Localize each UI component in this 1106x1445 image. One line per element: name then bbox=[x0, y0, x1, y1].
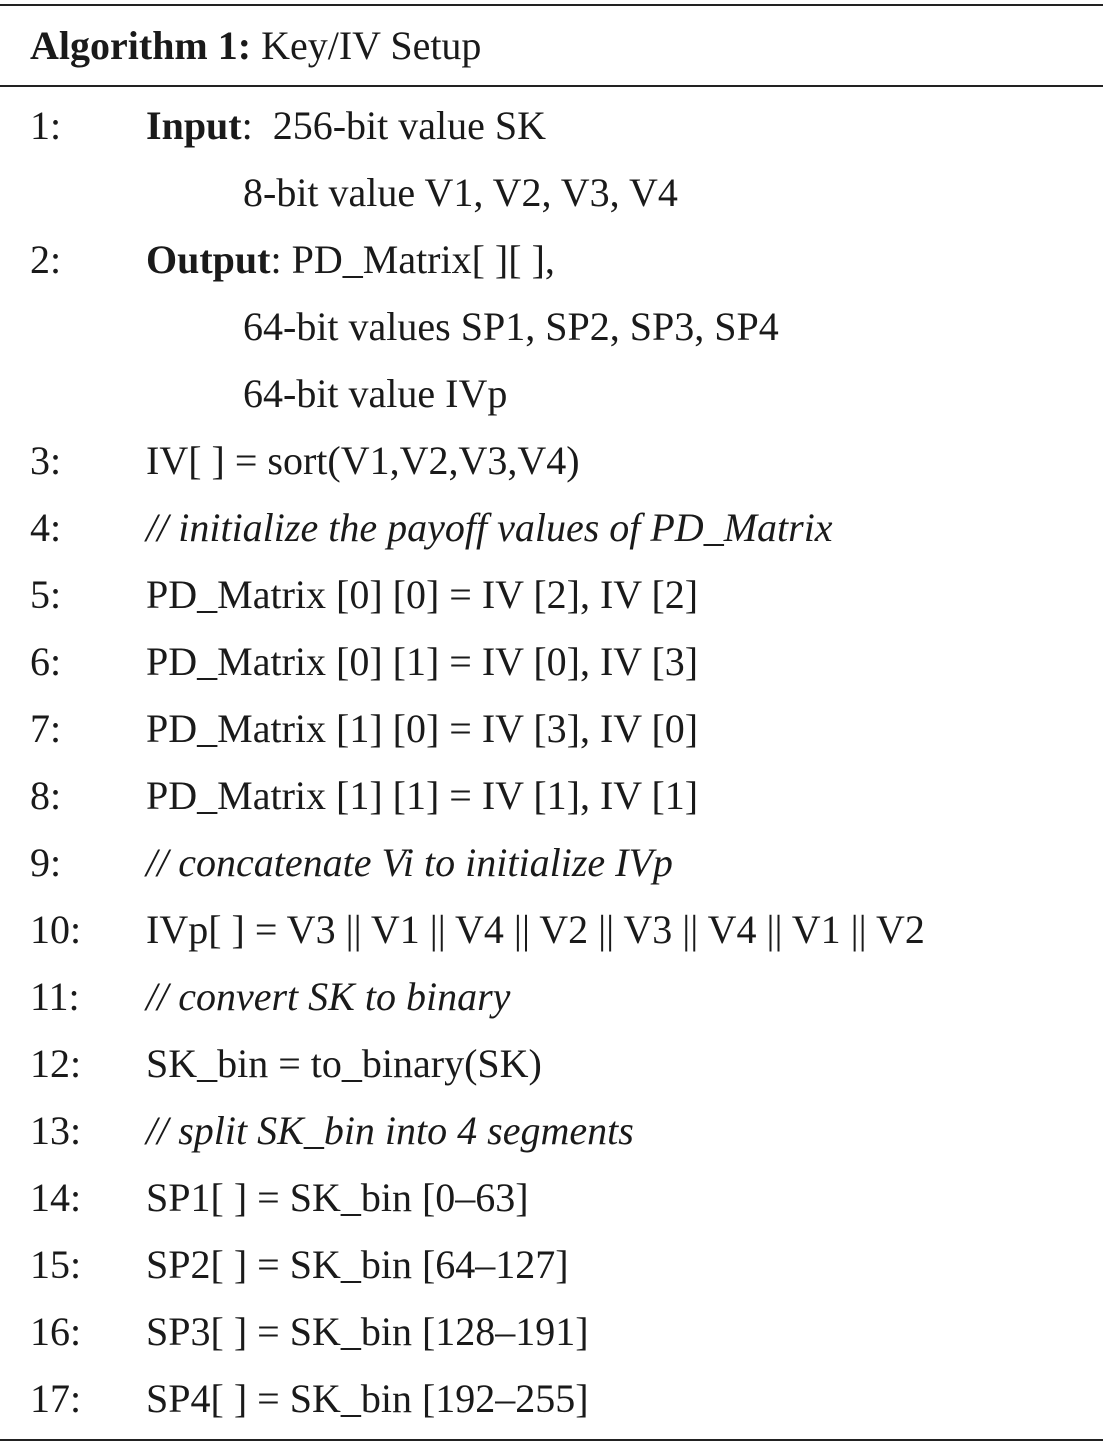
code-line bbox=[0, 695, 1106, 762]
code-text bbox=[146, 92, 546, 159]
line-number: 10: bbox=[30, 907, 82, 952]
code-line bbox=[0, 427, 1106, 494]
code-text: 64-bit values SP1, SP2, SP3, SP4 bbox=[243, 304, 779, 349]
code-line bbox=[0, 829, 1106, 896]
bottom-rule bbox=[0, 1439, 1103, 1441]
code-line-continuation bbox=[0, 293, 1106, 360]
code-line-continuation bbox=[0, 360, 1106, 427]
line-number: 11: bbox=[30, 974, 80, 1019]
line-number: 14: bbox=[30, 1175, 82, 1220]
line-number: 13: bbox=[30, 1108, 82, 1153]
code-text: IV[ ] = sort(V1,V2,V3,V4) bbox=[146, 438, 580, 483]
code-text: SP4[ ] = SK_bin [192–255] bbox=[146, 1376, 589, 1421]
line-number: 1: bbox=[30, 103, 62, 148]
code-line bbox=[0, 1030, 1106, 1097]
line-number: 17: bbox=[30, 1376, 82, 1421]
line-number: 16: bbox=[30, 1309, 82, 1354]
output-keyword: Output bbox=[146, 237, 271, 282]
code-text: SP3[ ] = SK_bin [128–191] bbox=[146, 1309, 589, 1354]
code-line bbox=[0, 762, 1106, 829]
input-keyword: Input bbox=[146, 103, 242, 148]
line-number: 3: bbox=[30, 438, 62, 483]
header-rule bbox=[0, 85, 1103, 87]
comment-text: // concatenate Vi to initialize IVp bbox=[146, 840, 673, 885]
line-number: 15: bbox=[30, 1242, 82, 1287]
line-number: 4: bbox=[30, 505, 62, 550]
code-line bbox=[0, 963, 1106, 1030]
comment-text: // initialize the payoff values of PD_Matrix bbox=[146, 505, 833, 550]
code-line bbox=[0, 1231, 1106, 1298]
code-text: SP1[ ] = SK_bin [0–63] bbox=[146, 1175, 529, 1220]
code-text: PD_Matrix [0] [1] = IV [0], IV [3] bbox=[146, 639, 699, 684]
code-text: SP2[ ] = SK_bin [64–127] bbox=[146, 1242, 569, 1287]
algorithm-label: Algorithm 1: bbox=[30, 23, 252, 68]
code-line bbox=[0, 92, 1106, 159]
code-line-continuation bbox=[0, 159, 1106, 226]
code-text: PD_Matrix [1] [0] = IV [3], IV [0] bbox=[146, 706, 699, 751]
code-line bbox=[0, 628, 1106, 695]
line-number: 8: bbox=[30, 773, 62, 818]
line-number: 7: bbox=[30, 706, 62, 751]
line-number: 6: bbox=[30, 639, 62, 684]
code-text: IVp[ ] = V3 || V1 || V4 || V2 || V3 || V4 || V1 || V2 bbox=[146, 907, 925, 952]
code-line bbox=[0, 561, 1106, 628]
code-text: SK_bin = to_binary(SK) bbox=[146, 1041, 542, 1086]
code-text: PD_Matrix [1] [1] = IV [1], IV [1] bbox=[146, 773, 699, 818]
code-line bbox=[0, 226, 1106, 293]
code-text: PD_Matrix [0] [0] = IV [2], IV [2] bbox=[146, 572, 699, 617]
code-line bbox=[0, 896, 1106, 963]
code-line bbox=[0, 1298, 1106, 1365]
output-rest: : PD_Matrix[ ][ ], bbox=[270, 237, 555, 282]
line-number: 9: bbox=[30, 840, 62, 885]
comment-text: // convert SK to binary bbox=[146, 974, 511, 1019]
comment-text: // split SK_bin into 4 segments bbox=[146, 1108, 634, 1153]
code-text: 64-bit value IVp bbox=[243, 371, 508, 416]
code-line bbox=[0, 1097, 1106, 1164]
top-rule bbox=[0, 4, 1103, 6]
line-number: 12: bbox=[30, 1041, 82, 1086]
code-text bbox=[146, 226, 555, 293]
algorithm-title: Key/IV Setup bbox=[261, 23, 482, 68]
code-line bbox=[0, 1365, 1106, 1432]
input-rest: : 256-bit value SK bbox=[241, 103, 547, 148]
code-line bbox=[0, 1164, 1106, 1231]
code-text: 8-bit value V1, V2, V3, V4 bbox=[243, 170, 678, 215]
line-number: 2: bbox=[30, 237, 62, 282]
line-number: 5: bbox=[30, 572, 62, 617]
algorithm-header bbox=[30, 18, 481, 74]
code-line bbox=[0, 494, 1106, 561]
